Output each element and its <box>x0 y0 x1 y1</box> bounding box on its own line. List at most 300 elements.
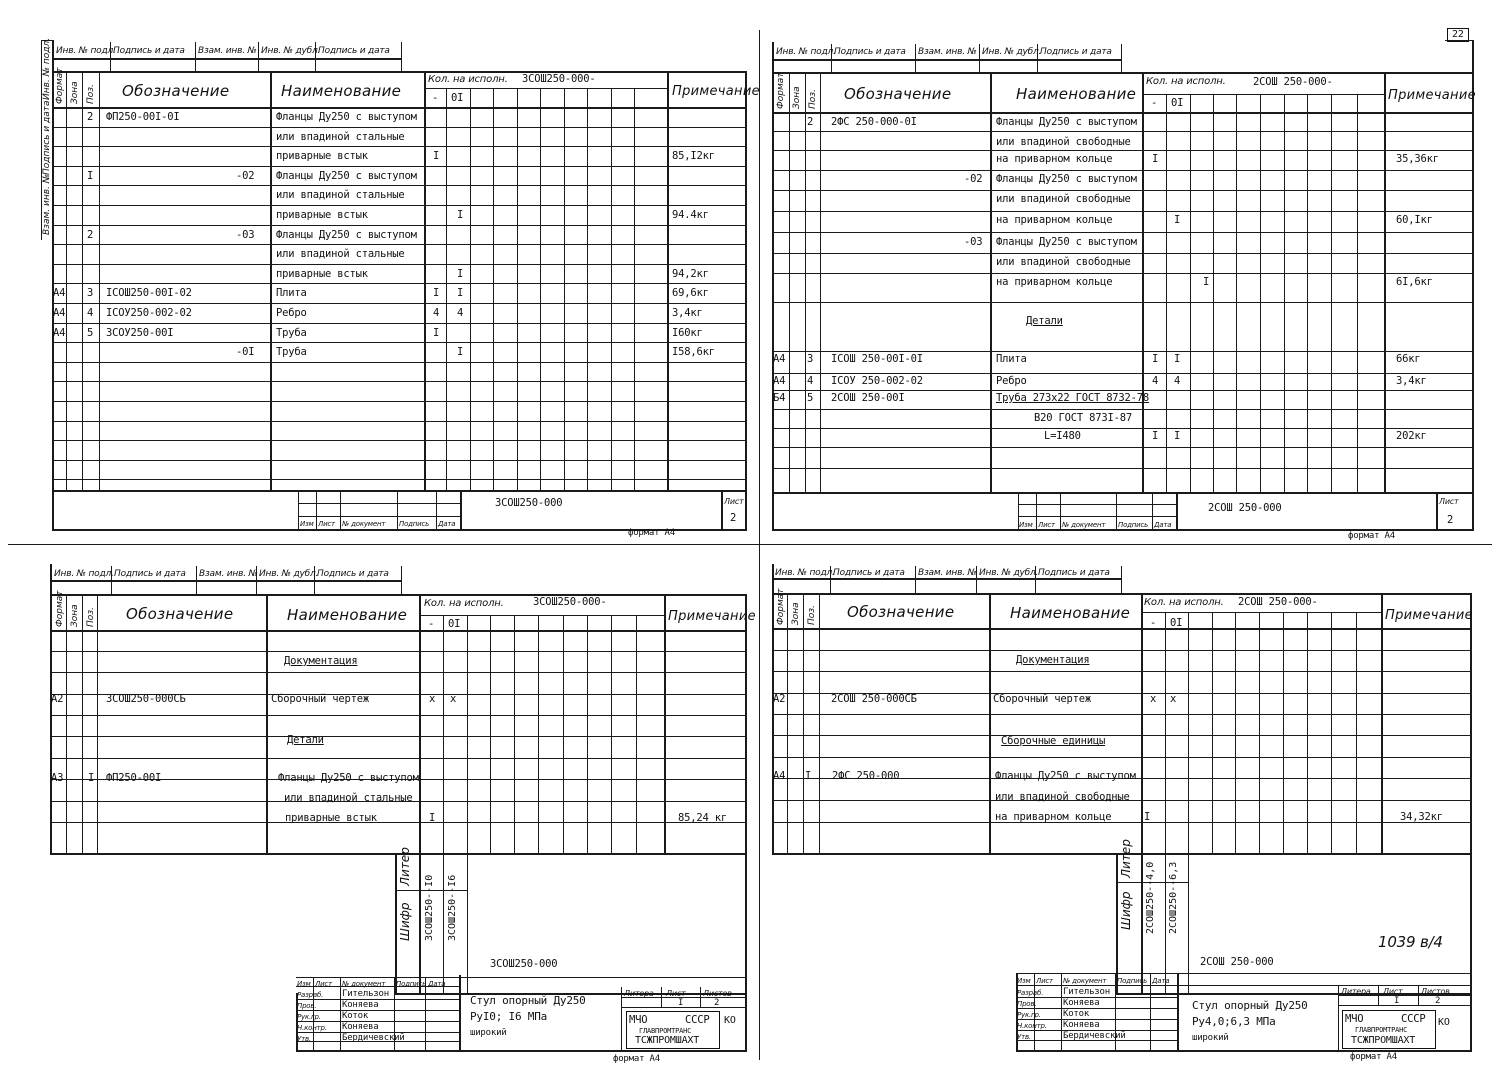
col-note-header: Примечание <box>668 609 756 624</box>
tb-podp: Подпись <box>1118 521 1149 529</box>
tb-ndoc: № документ <box>1062 521 1106 529</box>
perm-inv-label: Инв. № подл. <box>775 568 835 578</box>
row-line <box>52 185 747 186</box>
row-line <box>52 479 747 480</box>
row-note: I58,6кг <box>672 346 715 358</box>
perm-sign-label: Подпись и дата <box>833 568 905 578</box>
sheets-total: 2 <box>714 998 720 1008</box>
row-line <box>772 150 1474 151</box>
org-line-3: ГЛАВПРОМТРАНС <box>639 1027 692 1035</box>
staff-role: Пров. <box>1017 1000 1037 1008</box>
page-number: 22 <box>1447 28 1469 42</box>
staff-role: Рук.гр. <box>297 1013 321 1021</box>
perm-sign2-label: Подпись и дата <box>318 46 390 56</box>
sheet-label: Лист <box>724 497 744 506</box>
shifr-variant-1: 2СОШ250--4,0 <box>1145 861 1156 934</box>
product-line-1: Стул опорный Ду250 <box>470 994 586 1007</box>
row-name: Ребро <box>276 307 307 319</box>
product-line-3: широкий <box>1192 1033 1229 1043</box>
row-line <box>772 112 1474 113</box>
part-name-3: приварные встык <box>285 812 377 824</box>
tb-ndoc: № документ <box>342 980 386 988</box>
row-name: или впадиной стальные <box>276 248 405 260</box>
col-designation-header: Обозначение <box>122 82 230 100</box>
row-line <box>772 211 1474 212</box>
tb-data: Дата <box>1154 521 1172 529</box>
perm-sign2-label: Подпись и дата <box>1038 568 1110 578</box>
row-line <box>52 342 747 343</box>
row-pos: 3 <box>807 353 814 365</box>
tb-list: Лист <box>318 520 335 528</box>
row-line <box>52 264 747 265</box>
row-line <box>52 362 747 363</box>
row-line <box>772 409 1474 410</box>
title-code: 3СОШ250-000 <box>490 958 558 970</box>
sheet-number: I <box>1394 996 1400 1006</box>
col-dash: - <box>432 92 439 104</box>
perm-sign2-label: Подпись и дата <box>1040 47 1112 57</box>
row-qty-1: I <box>433 150 440 162</box>
organization-logo <box>1342 1010 1436 1049</box>
row-qty-2: I <box>457 346 464 358</box>
tb-podp: Подпись <box>1117 977 1148 985</box>
col-zone-label: Зона <box>791 602 801 625</box>
organization-logo <box>626 1011 720 1049</box>
product-line-2: РуI0; I6 МПа <box>470 1010 548 1023</box>
part-note: 85,24 кг <box>678 812 727 824</box>
row-pos: 3 <box>87 287 94 299</box>
org-line-2: СССР <box>1401 1013 1426 1025</box>
col-format-label: Формат <box>776 72 786 109</box>
row-qty-1: I <box>1152 430 1159 442</box>
tb-ndoc: № документ <box>342 520 386 528</box>
shifr-variant-2: 3СОШ250--I6 <box>447 874 458 941</box>
row-qty-2: I <box>1174 353 1181 365</box>
format-label: формат А4 <box>613 1054 660 1064</box>
row-name: Плита <box>996 353 1027 365</box>
product-line-2: Ру4,0;6,3 МПа <box>1192 1015 1276 1028</box>
col-designation-header: Обозначение <box>126 605 234 623</box>
row-line <box>772 190 1474 191</box>
row-qty-2: I <box>457 268 464 280</box>
col-01: 0I <box>451 92 464 104</box>
perm-sign-label: Подпись и дата <box>113 46 185 56</box>
org-line-1: МЧО <box>629 1014 648 1026</box>
doc-format: А2 <box>773 693 786 705</box>
col-note-header: Примечание <box>672 84 760 99</box>
sheet-number: I <box>678 998 684 1008</box>
row-line <box>52 323 747 324</box>
list-header: Лист <box>1383 987 1403 996</box>
col-name-header: Наименование <box>1016 85 1137 103</box>
org-line-3: ГЛАВПРОМТРАНС <box>1355 1026 1408 1034</box>
staff-role: Пров. <box>297 1002 317 1010</box>
part-name-3: на приварном кольце <box>995 811 1112 823</box>
row-note: 6I,6кг <box>1396 276 1433 288</box>
row-designation: -02 <box>964 173 983 185</box>
org-line-2: СССР <box>685 1014 710 1026</box>
format-label: формат А4 <box>1348 531 1395 541</box>
row-note: 94.4кг <box>672 209 709 221</box>
row-name: на приварном кольце <box>996 276 1113 288</box>
code-header: 2СОШ 250-000- <box>1238 596 1318 608</box>
row-designation: IСОШ250-00I-02 <box>106 287 192 299</box>
row-note: 3,4кг <box>1396 375 1427 387</box>
part-name-2: или впадиной свободные <box>995 791 1130 803</box>
row-pos: 2 <box>87 229 94 241</box>
tb-izm: Изм <box>300 520 314 528</box>
shifr-label: Шифр <box>398 902 412 941</box>
row-designation: ФП250-00I-0I <box>106 111 180 123</box>
staff-name: Бердичевский <box>1063 1031 1126 1041</box>
sheet-number: 2 <box>1447 514 1454 526</box>
perm-inv-label: Инв. № подл. <box>54 569 114 579</box>
doc-designation: 3СОШ250-000СБ <box>106 693 186 705</box>
row-note: 85,I2кг <box>672 150 715 162</box>
row-qty-1: I <box>433 327 440 339</box>
row-designation: -03 <box>236 229 255 241</box>
staff-name: Коняева <box>1063 1020 1100 1030</box>
row-note: 3,4кг <box>672 307 703 319</box>
row-name: Фланцы Ду250 с выступом <box>996 236 1137 248</box>
col-pos-label: Поз. <box>807 605 817 625</box>
org-line-4: ТСЖПРОМШАХТ <box>1351 1035 1416 1046</box>
sheet-bottom-right <box>760 545 1500 1082</box>
org-line-1: МЧО <box>1345 1013 1364 1025</box>
perm-dubl-label: Инв. № дубл. <box>261 46 321 56</box>
product-line-1: Стул опорный Ду250 <box>1192 999 1308 1012</box>
perm-dubl-label: Инв. № дубл. <box>979 568 1039 578</box>
part-pos: I <box>88 772 95 784</box>
row-qty-1: 4 <box>1152 375 1159 387</box>
staff-role: Разраб. <box>1017 989 1044 997</box>
row-line <box>772 131 1474 132</box>
tb-list: Лист <box>1036 977 1053 985</box>
row-line <box>772 273 1474 274</box>
tb-data: Дата <box>428 980 446 988</box>
doc-designation: 2СОШ 250-000СБ <box>831 693 917 705</box>
row-designation: 3СОУ250-00I <box>106 327 174 339</box>
row-name: Фланцы Ду250 с выступом <box>276 111 417 123</box>
row-name: В20 ГОСТ 873I-87 <box>1034 412 1132 424</box>
col-zone-label: Зона <box>70 81 80 104</box>
tb-izm: Изм <box>1019 521 1033 529</box>
col-dash: - <box>1151 97 1158 109</box>
staff-name: Коняева <box>1063 998 1100 1008</box>
row-qty-2: I <box>457 209 464 221</box>
row-note: 66кг <box>1396 353 1421 365</box>
row-designation: -0I <box>236 346 255 358</box>
row-qty-1: I <box>1152 353 1159 365</box>
title-code: 2СОШ 250-000 <box>1200 956 1274 968</box>
row-line <box>52 401 747 402</box>
col-01: 0I <box>1171 97 1184 109</box>
sheets-total: 2 <box>1435 996 1441 1006</box>
title-code: 2СОШ 250-000 <box>1208 502 1282 514</box>
row-line <box>772 253 1474 254</box>
row-name: или впадиной свободные <box>996 193 1131 205</box>
staff-role: Утв. <box>1017 1033 1031 1041</box>
row-name: или впадиной стальные <box>276 131 405 143</box>
perm-sign-label: Подпись и дата <box>834 47 906 57</box>
row-qty-3: I <box>1203 276 1210 288</box>
col-dash: - <box>1150 617 1157 629</box>
perm-vzam-label: Взам. инв. № <box>198 46 257 56</box>
row-name: Ребро <box>996 375 1027 387</box>
tb-list: Лист <box>1038 521 1055 529</box>
staff-name: Коняева <box>342 1000 379 1010</box>
row-line <box>52 205 747 206</box>
staff-name: Гительзон <box>1063 987 1110 997</box>
row-line <box>52 381 747 382</box>
perm-sign2-label: Подпись и дата <box>317 569 389 579</box>
perm-inv-label: Инв. № подл. <box>56 46 116 56</box>
perm-dubl-label: Инв. № дубл. <box>259 569 319 579</box>
col-format-label: Формат <box>55 67 65 104</box>
staff-name: Бердичевский <box>342 1033 405 1043</box>
doc-name: Сборочный чертеж <box>271 693 369 705</box>
sheet-top-left <box>0 0 760 545</box>
row-line <box>52 460 747 461</box>
part-format: А4 <box>773 770 786 782</box>
org-line-4: ТСЖПРОМШАХТ <box>635 1035 700 1046</box>
row-qty-2: 4 <box>457 307 464 319</box>
part-name-1: Фланцы Ду250 с выступом <box>278 772 419 784</box>
row-name: Фланцы Ду250 с выступом <box>996 116 1137 128</box>
tb-podp: Подпись <box>399 520 430 528</box>
col-pos-label: Поз. <box>86 84 96 104</box>
code-header: 3СОШ250-000- <box>533 596 607 608</box>
row-line <box>52 440 747 441</box>
doc-qty-2: х <box>450 693 457 705</box>
col-pos-label: Поз. <box>86 607 96 627</box>
row-designation: IСОУ250-002-02 <box>106 307 192 319</box>
row-pos: 2 <box>87 111 94 123</box>
row-name: Труба <box>276 327 307 339</box>
tb-data: Дата <box>1152 977 1170 985</box>
shifr-variant-1: 3СОШ250--I0 <box>424 874 435 941</box>
row-format: А4 <box>53 327 66 339</box>
col-designation-header: Обозначение <box>844 85 952 103</box>
row-pos: 5 <box>87 327 94 339</box>
part-qty-1: I <box>1144 811 1151 823</box>
row-line <box>52 283 747 284</box>
row-name: Фланцы Ду250 с выступом <box>276 229 417 241</box>
doc-qty-1: х <box>429 693 436 705</box>
row-line <box>52 421 747 422</box>
row-note: 35,36кг <box>1396 153 1439 165</box>
part-qty-1: I <box>429 812 436 824</box>
row-name: Труба <box>276 346 307 358</box>
kol-header: Кол. на исполн. <box>428 74 508 85</box>
row-line <box>772 428 1474 429</box>
row-format: А4 <box>53 287 66 299</box>
sheet-number: 2 <box>730 512 737 524</box>
row-line <box>772 373 1474 374</box>
row-line <box>772 302 1474 303</box>
staff-name: Гительзон <box>342 989 389 999</box>
archive-stamp-number: 1039 в/4 <box>1378 933 1443 951</box>
row-name: Фланцы Ду250 с выступом <box>996 173 1137 185</box>
row-format: Б4 <box>773 392 786 404</box>
ko-label: КО <box>1438 1017 1450 1028</box>
row-line <box>772 351 1474 352</box>
row-designation: IСОШ 250-00I-0I <box>831 353 923 365</box>
part-note: 34,32кг <box>1400 811 1443 823</box>
row-pos: 2 <box>807 116 814 128</box>
col-01: 0I <box>448 618 461 630</box>
format-label: формат А4 <box>628 528 675 538</box>
row-qty-2: 4 <box>1174 375 1181 387</box>
row-note: 202кг <box>1396 430 1427 442</box>
row-name: на приварном кольце <box>996 214 1113 226</box>
shifr-variant-2: 2СОШ250--6,3 <box>1168 861 1179 934</box>
side-label-vzam: Взам. инв. № <box>42 173 52 235</box>
row-pos: 5 <box>807 392 814 404</box>
row-line <box>772 468 1474 469</box>
part-name-1: Фланцы Ду250 с выступом <box>995 770 1136 782</box>
col-designation-header: Обозначение <box>847 603 955 621</box>
row-pos: 4 <box>807 375 814 387</box>
side-label-sign: Подпись и дата <box>42 100 52 175</box>
code-header: 2СОШ 250-000- <box>1253 76 1333 88</box>
litera-header: Литера <box>1341 987 1371 996</box>
row-name: Труба 273х22 ГОСТ 8732-78 <box>996 392 1150 404</box>
perm-dubl-label: Инв. № дубл. <box>982 47 1042 57</box>
row-format: А4 <box>773 353 786 365</box>
kol-header: Кол. на исполн. <box>424 598 504 609</box>
row-qty-1: 4 <box>433 307 440 319</box>
col-zone-label: Зона <box>792 86 802 109</box>
row-designation: -03 <box>964 236 983 248</box>
col-01: 0I <box>1170 617 1183 629</box>
tb-ndoc: № документ <box>1063 977 1107 985</box>
row-name: Плита <box>276 287 307 299</box>
row-note: 69,6кг <box>672 287 709 299</box>
row-line <box>52 166 747 167</box>
row-pos: I <box>87 170 94 182</box>
row-name: приварные встык <box>276 268 368 280</box>
doc-qty-1: х <box>1150 693 1157 705</box>
staff-name: Коток <box>342 1011 369 1021</box>
perm-vzam-label: Взам. инв. № <box>918 47 977 57</box>
row-line <box>772 170 1474 171</box>
row-designation: 2СОШ 250-00I <box>831 392 905 404</box>
perm-sign-label: Подпись и дата <box>114 569 186 579</box>
staff-role: Н.контр. <box>297 1024 327 1032</box>
section-units: Сборочные единицы <box>1001 735 1106 747</box>
row-line <box>52 303 747 304</box>
row-line <box>772 232 1474 233</box>
row-format: А4 <box>773 375 786 387</box>
row-designation: IСОУ 250-002-02 <box>831 375 923 387</box>
col-format-label: Формат <box>776 588 786 625</box>
part-designation: ФП250-00I <box>106 772 162 784</box>
row-designation: -02 <box>236 170 255 182</box>
row-line <box>52 146 747 147</box>
row-pos: 4 <box>87 307 94 319</box>
row-qty-2: I <box>457 287 464 299</box>
row-line <box>52 107 747 108</box>
kol-header: Кол. на исполн. <box>1146 76 1226 87</box>
col-format-label: Формат <box>55 590 65 627</box>
part-designation: 2ФС 250-000 <box>832 770 900 782</box>
part-name-2: или впадиной стальные <box>284 792 413 804</box>
row-line <box>772 447 1474 448</box>
row-qty-2: I <box>1174 430 1181 442</box>
col-name-header: Наименование <box>287 606 408 624</box>
staff-role: Рук.гр. <box>1017 1011 1041 1019</box>
col-name-header: Наименование <box>1010 604 1131 622</box>
listov-header: Листов <box>1421 987 1450 996</box>
staff-role: Разраб. <box>297 991 324 999</box>
tb-izm: Изм <box>1017 977 1031 985</box>
tb-podp: Подпись <box>396 980 427 988</box>
row-designation: 2ФС 250-000-0I <box>831 116 917 128</box>
tb-data: Дата <box>438 520 456 528</box>
row-name: приварные встык <box>276 150 368 162</box>
row-name: или впадиной свободные <box>996 256 1131 268</box>
row-qty-1: I <box>433 287 440 299</box>
section-parts: Детали <box>1026 315 1063 327</box>
row-qty-2: I <box>1174 214 1181 226</box>
row-name: Фланцы Ду250 с выступом <box>276 170 417 182</box>
row-line <box>772 390 1474 391</box>
doc-qty-2: х <box>1170 693 1177 705</box>
list-header: Лист <box>666 989 686 998</box>
row-name: приварные встык <box>276 209 368 221</box>
format-label: формат А4 <box>1350 1052 1397 1062</box>
row-name: или впадиной свободные <box>996 136 1131 148</box>
col-pos-label: Поз. <box>808 89 818 109</box>
col-dash: - <box>428 618 435 630</box>
row-note: 94,2кг <box>672 268 709 280</box>
side-label-inv: Инв. № подл. <box>42 37 52 100</box>
title-code: 3СОШ250-000 <box>495 497 563 509</box>
code-header: 3СОШ250-000- <box>522 73 596 85</box>
staff-role: Утв. <box>297 1035 311 1043</box>
col-zone-label: Зона <box>70 604 80 627</box>
litera-label: Литер <box>1119 839 1133 878</box>
part-format: А3 <box>51 772 64 784</box>
tb-list: Лист <box>315 980 332 988</box>
listov-header: Листов <box>703 989 732 998</box>
col-name-header: Наименование <box>281 82 402 100</box>
row-note: I60кг <box>672 327 703 339</box>
row-name: L=I480 <box>1044 430 1081 442</box>
doc-name: Сборочный чертеж <box>993 693 1091 705</box>
row-qty-1: I <box>1152 153 1159 165</box>
row-name: или впадиной стальные <box>276 189 405 201</box>
sheet-bottom-left <box>0 545 760 1082</box>
litera-label: Литер <box>398 847 412 886</box>
ko-label: КО <box>724 1015 736 1026</box>
section-parts: Детали <box>287 734 324 746</box>
staff-name: Коняева <box>342 1022 379 1032</box>
col-note-header: Примечание <box>1385 608 1473 623</box>
tb-izm: Изм <box>297 980 311 988</box>
staff-role: Н.контр. <box>1017 1022 1047 1030</box>
row-format: А4 <box>53 307 66 319</box>
row-note: 60,Iкг <box>1396 214 1433 226</box>
part-pos: I <box>805 770 812 782</box>
kol-header: Кол. на исполн. <box>1144 597 1224 608</box>
perm-inv-label: Инв. № подл. <box>776 47 836 57</box>
row-name: на приварном кольце <box>996 153 1113 165</box>
perm-vzam-label: Взам. инв. № <box>918 568 977 578</box>
doc-format: А2 <box>51 693 64 705</box>
staff-name: Коток <box>1063 1009 1090 1019</box>
